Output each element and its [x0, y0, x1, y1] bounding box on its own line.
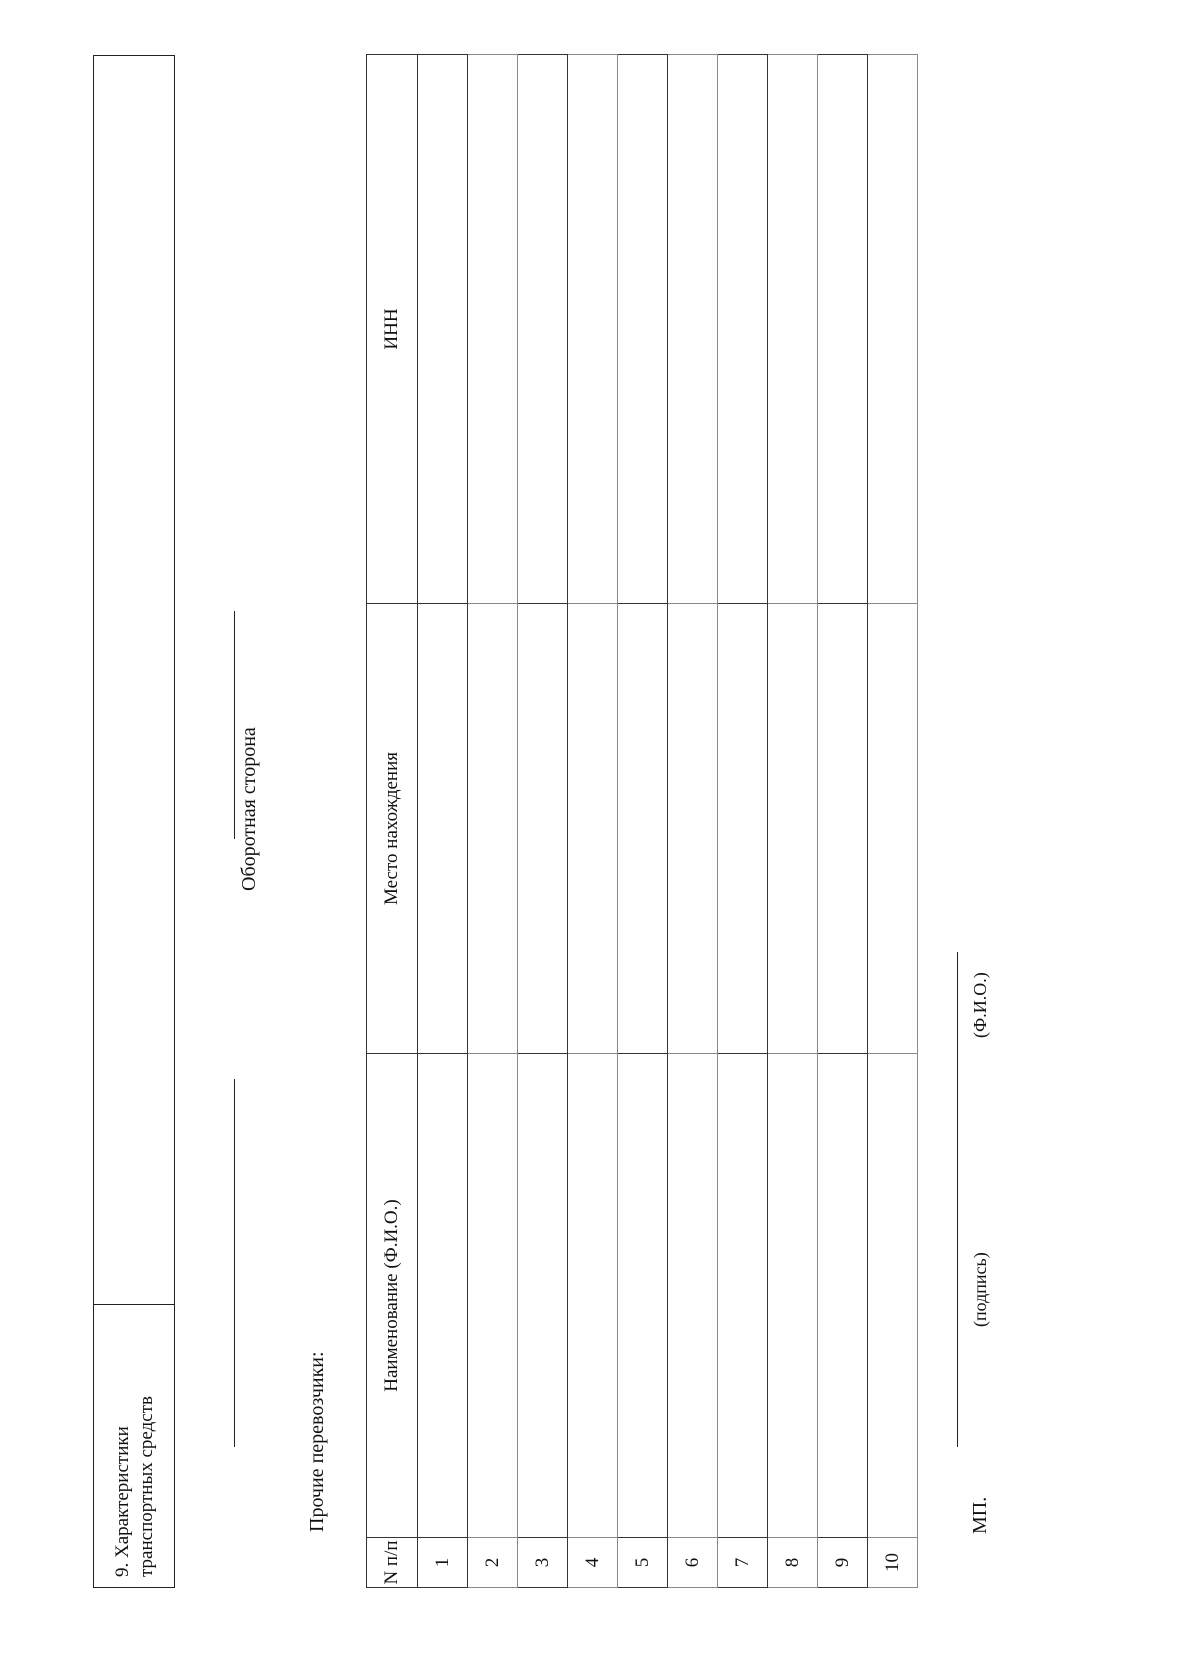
location-cell	[618, 604, 668, 1054]
row-number-cell: 10	[868, 1538, 918, 1588]
vehicle-characteristics-box	[93, 55, 175, 1588]
location-cell	[868, 604, 918, 1054]
row-number-cell: 9	[818, 1538, 868, 1588]
other-carriers-title: Прочие перевозчики:	[306, 1351, 328, 1532]
inn-cell	[868, 55, 918, 604]
name-cell	[468, 1054, 518, 1538]
name-cell	[718, 1054, 768, 1538]
table-row	[568, 55, 618, 1588]
vehicle-characteristics-label-line1: 9. Характеристики	[112, 1426, 133, 1577]
location-cell	[468, 604, 518, 1054]
table-row	[668, 55, 718, 1588]
row-number-cell: 1	[418, 1538, 468, 1588]
column-header-number: N п/п	[367, 1538, 418, 1588]
name-caption: (Ф.И.О.)	[970, 972, 990, 1038]
row-number-cell: 6	[668, 1538, 718, 1588]
table-row	[768, 55, 818, 1588]
row-number-cell: 7	[718, 1538, 768, 1588]
inn-cell	[768, 55, 818, 604]
reverse-side-title: Оборотная сторона	[238, 727, 260, 891]
vehicle-characteristics-divider	[93, 1304, 175, 1305]
name-cell	[668, 1054, 718, 1538]
inn-cell	[818, 55, 868, 604]
table-row	[818, 55, 868, 1588]
signature-caption: (подпись)	[970, 1252, 990, 1327]
row-number-cell: 3	[518, 1538, 568, 1588]
name-cell	[418, 1054, 468, 1538]
column-header-inn: ИНН	[367, 55, 418, 604]
signature-line	[957, 952, 958, 1447]
table-row	[718, 55, 768, 1588]
row-number-cell: 8	[768, 1538, 818, 1588]
location-cell	[818, 604, 868, 1054]
row-number-cell: 2	[468, 1538, 518, 1588]
location-cell	[668, 604, 718, 1054]
name-cell	[868, 1054, 918, 1538]
row-number-cell: 5	[618, 1538, 668, 1588]
location-cell	[418, 604, 468, 1054]
location-cell	[718, 604, 768, 1054]
row-number-cell: 4	[568, 1538, 618, 1588]
stamp-label: МП.	[969, 1496, 991, 1534]
inn-cell	[568, 55, 618, 604]
column-header-name: Наименование (Ф.И.О.)	[367, 1054, 418, 1538]
other-carriers-table	[366, 54, 918, 1588]
name-cell	[618, 1054, 668, 1538]
table-header-row	[367, 55, 418, 1588]
table-row	[418, 55, 468, 1588]
vehicle-characteristics-label	[111, 1396, 159, 1577]
location-cell	[568, 604, 618, 1054]
vehicle-characteristics-label-line2: транспортных средств	[136, 1396, 157, 1577]
table-row	[468, 55, 518, 1588]
column-header-location: Место нахождения	[367, 604, 418, 1054]
location-cell	[768, 604, 818, 1054]
separator-line-right	[234, 611, 235, 839]
name-cell	[818, 1054, 868, 1538]
inn-cell	[418, 55, 468, 604]
separator-line-left	[234, 1079, 235, 1447]
table-row	[868, 55, 918, 1588]
name-cell	[768, 1054, 818, 1538]
inn-cell	[618, 55, 668, 604]
name-cell	[568, 1054, 618, 1538]
inn-cell	[718, 55, 768, 604]
inn-cell	[518, 55, 568, 604]
name-cell	[518, 1054, 568, 1538]
inn-cell	[468, 55, 518, 604]
inn-cell	[668, 55, 718, 604]
table-row	[618, 55, 668, 1588]
location-cell	[518, 604, 568, 1054]
table-row	[518, 55, 568, 1588]
